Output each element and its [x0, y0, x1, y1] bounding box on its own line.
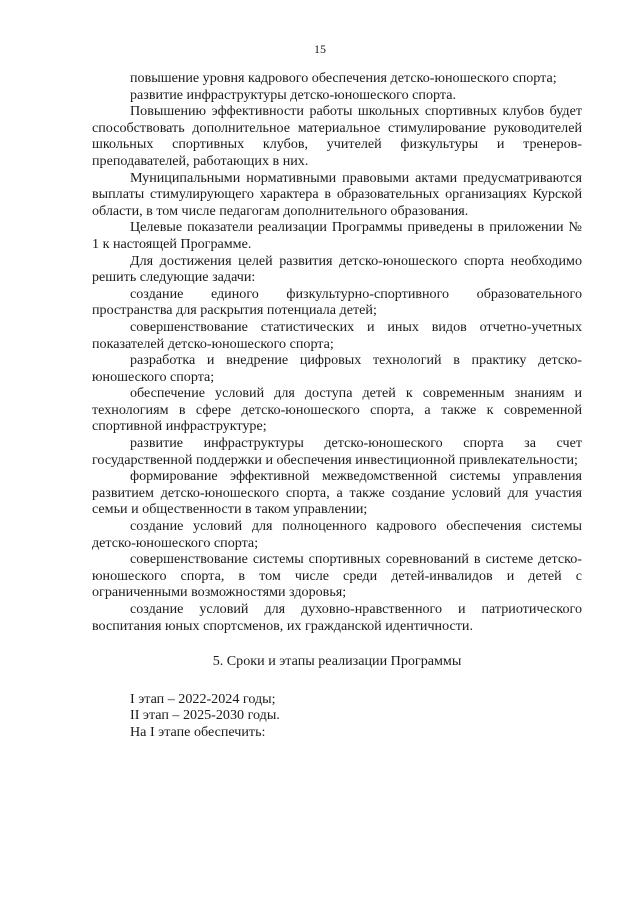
paragraph: Для достижения целей развития детско-юношеского спорта необходимо решить следующие задачи:	[92, 252, 582, 286]
document-body	[92, 70, 582, 741]
paragraph: Повышению эффективности работы школьных спортивных клубов будет способствовать дополнительное материальное стимулирование руководителей школьных спортивных клубов, учителей физкультуры и тренеров-преподавателей, работающих в них.	[92, 103, 582, 169]
task-list-item: обеспечение условий для доступа детей к современным знаниям и технологиям в сфере детско-юношеского спорта, а также к современной спортивной инфраструктуре;	[92, 385, 582, 435]
task-list-item: совершенствование статистических и иных видов отчетно-учетных показателей детско-юношеского спорта;	[92, 318, 582, 352]
paragraph: Муниципальными нормативными правовыми актами предусматриваются выплаты стимулирующего характера в образовательных организациях Курской области, в том числе педагогам дополнительного образования.	[92, 169, 582, 219]
task-list-item: развитие инфраструктуры детско-юношеского спорта за счет государственной поддержки и обеспечения инвестиционной привлекательности;	[92, 435, 582, 468]
paragraph: повышение уровня кадрового обеспечения детско-юношеского спорта;	[130, 70, 557, 86]
page-number: 15	[314, 42, 326, 56]
task-list-item: создание условий для духовно-нравственного и патриотического воспитания юных спортсменов, их гражданской идентичности.	[92, 601, 582, 634]
section-heading: 5. Сроки и этапы реализации Программы	[212, 653, 462, 670]
paragraph: Целевые показатели реализации Программы приведены в приложении № 1 к настоящей Программе.	[92, 219, 582, 252]
task-list-item: совершенствование системы спортивных соревнований в системе детско-юношеского спорта, в том числе среди детей-инвалидов и детей с ограниченными возможностями здоровья;	[92, 551, 582, 601]
task-list-item: формирование эффективной межведомственной системы управления развитием детско-юношеского спорта, а также создание условий для участия семьи и общественности в таком управлении;	[92, 468, 582, 518]
stage-item: II этап – 2025-2030 годы.	[130, 707, 280, 724]
stage-item: I этап – 2022-2024 годы;	[130, 690, 276, 707]
paragraph: развитие инфраструктуры детско-юношеского спорта.	[130, 86, 456, 103]
task-list-item: разработка и внедрение цифровых технологий в практику детско-юношеского спорта;	[92, 352, 582, 385]
stage-item: На I этапе обеспечить:	[130, 723, 266, 740]
task-list-item: создание условий для полноценного кадрового обеспечения системы детско-юношеского спорта;	[92, 518, 582, 551]
task-list-item: создание единого физкультурно-спортивного образовательного пространства для раскрытия потенциала детей;	[92, 285, 582, 319]
stages-list	[92, 691, 582, 741]
